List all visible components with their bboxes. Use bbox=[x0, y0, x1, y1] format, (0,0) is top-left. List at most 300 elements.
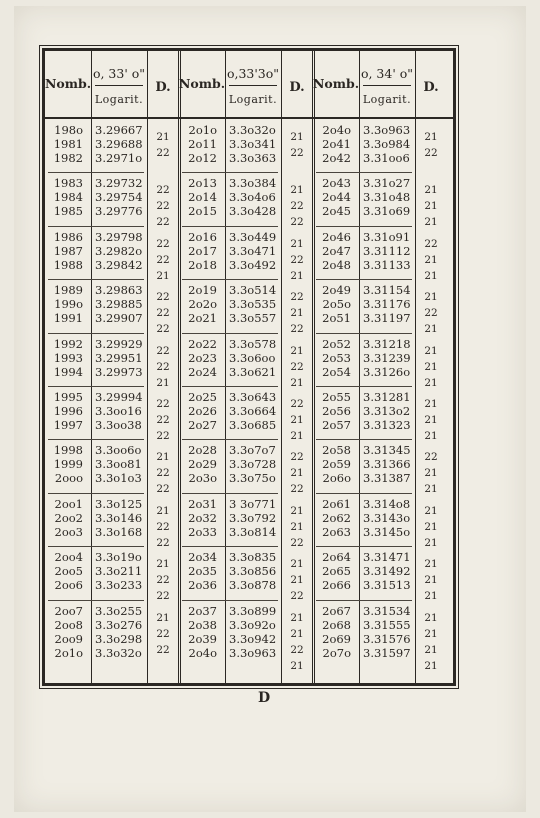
table-logarithm: 3.3o514 bbox=[229, 283, 277, 298]
table-difference: 22 bbox=[156, 253, 170, 266]
table-logarithm: 3.3o984 bbox=[363, 137, 411, 151]
table-difference: 21 bbox=[424, 344, 438, 357]
group-separator bbox=[48, 600, 144, 601]
table-number: 1991 bbox=[53, 311, 83, 326]
table-difference: 21 bbox=[424, 131, 438, 143]
table-number: 2o22 bbox=[188, 336, 217, 351]
group-separator bbox=[48, 493, 144, 494]
table-number: 2o46 bbox=[322, 229, 351, 244]
table-number: 2o38 bbox=[188, 617, 217, 632]
table-logarithm: 3 3o771 bbox=[229, 496, 277, 511]
table-difference: 21 bbox=[424, 467, 438, 480]
table-difference: 21 bbox=[290, 237, 304, 250]
table-difference: 22 bbox=[156, 574, 170, 587]
group-separator bbox=[48, 546, 144, 547]
table-number: 1982 bbox=[53, 151, 83, 165]
table-number: 2o36 bbox=[188, 578, 217, 593]
column-divider bbox=[415, 51, 416, 683]
table-number: 2o4o bbox=[188, 645, 217, 660]
table-difference: 22 bbox=[424, 147, 438, 159]
table-number: 2o49 bbox=[322, 283, 351, 298]
table-difference: 22 bbox=[156, 184, 170, 197]
table-header bbox=[45, 51, 453, 119]
table-logarithm: 3.3o6oo bbox=[229, 350, 276, 365]
table-difference: 22 bbox=[290, 483, 304, 496]
table-logarithm: 3.3o685 bbox=[229, 418, 277, 432]
group-separator bbox=[316, 386, 412, 387]
table-number: 2o67 bbox=[322, 603, 351, 618]
table-logarithm: 3.31133 bbox=[363, 257, 411, 272]
table-logarithm: 3.31597 bbox=[363, 645, 411, 660]
table-number: 2o66 bbox=[322, 578, 351, 593]
table-logarithm: 3.3o578 bbox=[229, 336, 277, 351]
table-difference: 21 bbox=[156, 131, 170, 143]
table-difference: 21 bbox=[290, 184, 304, 197]
table-number: 2o26 bbox=[188, 404, 217, 418]
table-number: 2o44 bbox=[322, 190, 351, 205]
table-logarithm: 3.31323 bbox=[363, 418, 411, 432]
table-difference: 22 bbox=[290, 360, 304, 373]
table-logarithm: 3.31471 bbox=[363, 550, 411, 565]
header-logarit: Logarit. bbox=[94, 93, 144, 106]
table-logarithm: 3.3o449 bbox=[229, 229, 277, 244]
table-difference: 22 bbox=[156, 467, 170, 480]
table-logarithm: 3.3o428 bbox=[229, 204, 277, 219]
table-difference: 21 bbox=[424, 376, 438, 389]
table-logarithm: 3.29994 bbox=[95, 390, 143, 404]
table-logarithm: 3.31oo6 bbox=[363, 151, 410, 165]
table-logarithm: 3.3143o bbox=[363, 510, 411, 525]
table-number: 2o5o bbox=[322, 297, 351, 312]
table-difference: 21 bbox=[290, 344, 304, 357]
table-difference: 21 bbox=[156, 269, 170, 282]
table-number: 1985 bbox=[53, 204, 83, 219]
table-number: 2o51 bbox=[322, 311, 351, 326]
table-logarithm: 3.31513 bbox=[363, 578, 411, 593]
table-difference: 21 bbox=[424, 414, 438, 426]
table-difference: 21 bbox=[424, 504, 438, 517]
group-separator bbox=[316, 493, 412, 494]
table-logarithm: 3.3o7o7 bbox=[229, 443, 276, 458]
table-difference: 21 bbox=[290, 558, 304, 571]
table-logarithm: 3.29885 bbox=[95, 297, 143, 312]
table-difference: 21 bbox=[290, 467, 304, 480]
table-number: 1992 bbox=[53, 336, 83, 351]
table-number: 2o21 bbox=[188, 311, 217, 326]
table-logarithm: 3.3o856 bbox=[229, 564, 277, 579]
table-number: 1988 bbox=[53, 257, 83, 272]
table-difference: 22 bbox=[290, 590, 304, 603]
group-separator bbox=[316, 333, 412, 334]
table-number: 2o24 bbox=[188, 364, 217, 379]
table-number: 2o12 bbox=[188, 151, 217, 165]
column-divider bbox=[147, 51, 148, 683]
table-logarithm: 3.2971o bbox=[95, 151, 143, 165]
table-difference: 21 bbox=[424, 643, 438, 656]
table-number: 2o19 bbox=[188, 283, 217, 298]
table-logarithm: 3.31197 bbox=[363, 311, 411, 326]
table-number: 2o64 bbox=[322, 550, 351, 565]
table-number: 2o4o bbox=[322, 123, 351, 137]
table-logarithm: 3.31112 bbox=[363, 243, 411, 258]
column-divider bbox=[281, 51, 282, 683]
table-difference: 21 bbox=[156, 504, 170, 517]
table-logarithm: 3.31o69 bbox=[363, 204, 411, 219]
table-logarithm: 3.3o298 bbox=[95, 631, 143, 646]
table-logarithm: 3.3o276 bbox=[95, 617, 143, 632]
table-number: 1999 bbox=[53, 457, 83, 472]
table-logarithm: 3.3o492 bbox=[229, 257, 277, 272]
table-difference: 22 bbox=[424, 451, 438, 464]
group-separator bbox=[182, 333, 278, 334]
table-difference: 21 bbox=[290, 627, 304, 640]
table-logarithm: 3.3o211 bbox=[95, 564, 143, 579]
group-separator bbox=[316, 226, 412, 227]
table-number: 2o18 bbox=[188, 257, 217, 272]
table-difference: 21 bbox=[424, 360, 438, 373]
table-difference: 22 bbox=[290, 451, 304, 464]
table-number: 2o15 bbox=[188, 204, 217, 219]
table-number: 2o7o bbox=[322, 645, 351, 660]
table-number: 2o52 bbox=[322, 336, 351, 351]
column-divider bbox=[359, 51, 360, 683]
table-difference: 22 bbox=[156, 216, 170, 229]
table-logarithm: 3.3o835 bbox=[229, 550, 277, 565]
table-number: 1998 bbox=[53, 443, 83, 458]
table-difference: 22 bbox=[156, 536, 170, 549]
group-separator bbox=[316, 546, 412, 547]
table-difference: 22 bbox=[424, 307, 438, 320]
table-logarithm: 3.3o899 bbox=[229, 603, 277, 618]
header-difference: D. bbox=[155, 80, 171, 95]
group-separator bbox=[182, 493, 278, 494]
table-number: 2oo4 bbox=[54, 550, 83, 565]
table-difference: 21 bbox=[424, 520, 438, 533]
table-number: 2o11 bbox=[188, 137, 217, 151]
table-number: 2o59 bbox=[322, 457, 351, 472]
table-number: 1989 bbox=[53, 283, 83, 298]
table-logarithm: 3.3o792 bbox=[229, 510, 277, 525]
table-logarithm: 3.3o363 bbox=[229, 151, 277, 165]
table-difference: 22 bbox=[290, 643, 304, 656]
table-difference: 21 bbox=[424, 323, 438, 336]
table-difference: 22 bbox=[156, 344, 170, 357]
table-difference: 21 bbox=[424, 269, 438, 282]
group-separator bbox=[182, 226, 278, 227]
table-number: 2o35 bbox=[188, 564, 217, 579]
header-underline bbox=[363, 85, 411, 86]
group-separator bbox=[316, 172, 412, 173]
table-difference: 22 bbox=[424, 237, 438, 250]
table-difference: 21 bbox=[290, 414, 304, 426]
table-difference: 21 bbox=[424, 590, 438, 603]
table-number: 2o37 bbox=[188, 603, 217, 618]
group-separator bbox=[182, 546, 278, 547]
table-logarithm: 3.3o963 bbox=[229, 645, 277, 660]
group-separator bbox=[48, 333, 144, 334]
table-number: 2oo1 bbox=[54, 496, 83, 511]
table-logarithm: 3.31o27 bbox=[363, 176, 411, 191]
table-number: 2o28 bbox=[188, 443, 217, 458]
table-difference: 21 bbox=[424, 558, 438, 571]
table-difference: 21 bbox=[424, 200, 438, 213]
table-number: 2o53 bbox=[322, 350, 351, 365]
table-number: 2o47 bbox=[322, 243, 351, 258]
table-difference: 22 bbox=[156, 520, 170, 533]
table-difference: 21 bbox=[290, 574, 304, 587]
table-logarithm: 3.29776 bbox=[95, 204, 143, 219]
table-number: 2o65 bbox=[322, 564, 351, 579]
table-difference: 22 bbox=[156, 483, 170, 496]
table-number: 2o6o bbox=[322, 471, 351, 486]
header-angle: o,33'3o" bbox=[226, 66, 280, 81]
table-logarithm: 3.3oo16 bbox=[95, 404, 142, 418]
table-number: 2o2o bbox=[188, 297, 217, 312]
table-number: 2o3o bbox=[188, 471, 217, 486]
table-difference: 22 bbox=[156, 200, 170, 213]
table-difference: 21 bbox=[424, 659, 438, 672]
header-difference: D. bbox=[289, 80, 305, 95]
table-number: 2o17 bbox=[188, 243, 217, 258]
header-angle: o, 34' o" bbox=[360, 66, 414, 81]
table-number: 2oo6 bbox=[54, 578, 83, 593]
table-number: 2o69 bbox=[322, 631, 351, 646]
header-logarit: Logarit. bbox=[228, 93, 278, 106]
table-logarithm: 3.31218 bbox=[363, 336, 411, 351]
table-logarithm: 3.29732 bbox=[95, 176, 143, 191]
table-logarithm: 3.3oo6o bbox=[95, 443, 142, 458]
table-number: 2oo9 bbox=[54, 631, 83, 646]
table-logarithm: 3.29951 bbox=[95, 350, 143, 365]
table-difference: 21 bbox=[424, 291, 438, 304]
table-logarithm: 3.3o32o bbox=[229, 123, 276, 137]
table-logarithm: 3.3o535 bbox=[229, 297, 277, 312]
table-difference: 22 bbox=[290, 536, 304, 549]
table-difference: 22 bbox=[156, 398, 170, 410]
table-logarithm: 3.314o8 bbox=[363, 496, 411, 511]
table-number: 1983 bbox=[53, 176, 83, 191]
table-logarithm: 3.31576 bbox=[363, 631, 411, 646]
table-difference: 21 bbox=[424, 253, 438, 266]
table-number: 1987 bbox=[53, 243, 83, 258]
table-number: 2o42 bbox=[322, 151, 351, 165]
table-logarithm: 3.3o341 bbox=[229, 137, 277, 151]
header-underline bbox=[95, 85, 143, 86]
table-number: 2o43 bbox=[322, 176, 351, 191]
table-difference: 21 bbox=[290, 504, 304, 517]
column-divider bbox=[91, 51, 92, 683]
table-difference: 21 bbox=[290, 659, 304, 672]
table-logarithm: 3.3o32o bbox=[95, 645, 142, 660]
table-number: 2o14 bbox=[188, 190, 217, 205]
table-logarithm: 3.3145o bbox=[363, 524, 411, 539]
table-logarithm: 3.29973 bbox=[95, 364, 143, 379]
table-number: 1981 bbox=[53, 137, 83, 151]
group-separator bbox=[316, 279, 412, 280]
table-logarithm: 3.31281 bbox=[363, 390, 411, 404]
table-logarithm: 3.3o168 bbox=[95, 524, 143, 539]
table-difference: 22 bbox=[156, 643, 170, 656]
table-number: 1996 bbox=[53, 404, 83, 418]
group-separator bbox=[48, 279, 144, 280]
table-logarithm: 3.3o255 bbox=[95, 603, 143, 618]
table-difference: 22 bbox=[290, 323, 304, 336]
group-separator bbox=[182, 386, 278, 387]
group-separator bbox=[182, 279, 278, 280]
table-logarithm: 3.3o963 bbox=[363, 123, 411, 137]
table-number: 2o63 bbox=[322, 524, 351, 539]
group-separator bbox=[316, 439, 412, 440]
table-logarithm: 3.3o125 bbox=[95, 496, 143, 511]
table-difference: 22 bbox=[290, 147, 304, 159]
table-number: 2o61 bbox=[322, 496, 351, 511]
table-logarithm: 3.3o4o6 bbox=[229, 190, 276, 205]
table-logarithm: 3.31239 bbox=[363, 350, 411, 365]
header-angle: o, 33' o" bbox=[92, 66, 146, 81]
table-logarithm: 3.3oo38 bbox=[95, 418, 142, 432]
table-number: 2o55 bbox=[322, 390, 351, 404]
table-number: 2o57 bbox=[322, 418, 351, 432]
table-number: 2o58 bbox=[322, 443, 351, 458]
table-number: 2oo5 bbox=[54, 564, 83, 579]
table-difference: 22 bbox=[290, 200, 304, 213]
table-logarithm: 3.31555 bbox=[363, 617, 411, 632]
group-separator bbox=[182, 600, 278, 601]
table-logarithm: 3.31534 bbox=[363, 603, 411, 618]
table-number: 2o33 bbox=[188, 524, 217, 539]
table-number: 2o23 bbox=[188, 350, 217, 365]
table-difference: 21 bbox=[424, 430, 438, 442]
table-difference: 21 bbox=[424, 536, 438, 549]
table-difference: 21 bbox=[424, 184, 438, 197]
table-difference: 22 bbox=[156, 360, 170, 373]
table-logarithm: 3.3o1o3 bbox=[95, 471, 142, 486]
table-logarithm: 3.29907 bbox=[95, 311, 143, 326]
table-number: 2o56 bbox=[322, 404, 351, 418]
table-number: 1986 bbox=[53, 229, 83, 244]
table-logarithm: 3.3o942 bbox=[229, 631, 277, 646]
header-nomb: Nomb. bbox=[45, 76, 92, 91]
table-number: 2o16 bbox=[188, 229, 217, 244]
table-difference: 21 bbox=[156, 611, 170, 624]
table-number: 2oo7 bbox=[54, 603, 83, 618]
table-logarithm: 3.3o75o bbox=[229, 471, 276, 486]
table-logarithm: 3.3o19o bbox=[95, 550, 142, 565]
table-difference: 22 bbox=[290, 291, 304, 304]
table-difference: 21 bbox=[156, 558, 170, 571]
table-number: 2o34 bbox=[188, 550, 217, 565]
table-logarithm: 3.3o471 bbox=[229, 243, 277, 258]
table-difference: 21 bbox=[156, 451, 170, 464]
table-number: 1984 bbox=[53, 190, 83, 205]
table-logarithm: 3.29863 bbox=[95, 283, 143, 298]
table-difference: 21 bbox=[424, 574, 438, 587]
table-logarithm: 3.29929 bbox=[95, 336, 143, 351]
table-difference: 21 bbox=[290, 611, 304, 624]
table-logarithm: 3.29754 bbox=[95, 190, 143, 205]
table-number: 2oo3 bbox=[54, 524, 83, 539]
table-number: 1994 bbox=[53, 364, 83, 379]
table-difference: 22 bbox=[290, 253, 304, 266]
book-page bbox=[14, 6, 526, 812]
table-number: 2o48 bbox=[322, 257, 351, 272]
group-separator bbox=[48, 439, 144, 440]
table-difference: 21 bbox=[290, 131, 304, 143]
table-number: 198o bbox=[54, 123, 83, 137]
table-number: 2o45 bbox=[322, 204, 351, 219]
signature-mark: D bbox=[258, 690, 271, 706]
table-difference: 21 bbox=[424, 216, 438, 229]
header-logarit: Logarit. bbox=[362, 93, 412, 106]
table-difference: 22 bbox=[290, 398, 304, 410]
table-logarithm: 3.29688 bbox=[95, 137, 143, 151]
table-number: 2o29 bbox=[188, 457, 217, 472]
table-difference: 22 bbox=[156, 323, 170, 336]
table-difference: 22 bbox=[156, 590, 170, 603]
group-separator bbox=[48, 172, 144, 173]
table-number: 2o62 bbox=[322, 510, 351, 525]
table-logarithm: 3.29798 bbox=[95, 229, 143, 244]
table-logarithm: 3.29842 bbox=[95, 257, 143, 272]
header-nomb: Nomb. bbox=[313, 76, 360, 91]
table-logarithm: 3.31345 bbox=[363, 443, 411, 458]
table-logarithm: 3.3o384 bbox=[229, 176, 277, 191]
table-logarithm: 3.31154 bbox=[363, 283, 411, 298]
table-difference: 21 bbox=[290, 376, 304, 389]
table-number: 2o68 bbox=[322, 617, 351, 632]
table-number: 2o25 bbox=[188, 390, 217, 404]
group-separator bbox=[48, 226, 144, 227]
group-separator bbox=[182, 439, 278, 440]
table-difference: 22 bbox=[156, 430, 170, 442]
table-difference: 21 bbox=[424, 611, 438, 624]
table-logarithm: 3.3o557 bbox=[229, 311, 277, 326]
group-separator bbox=[48, 386, 144, 387]
header-underline bbox=[229, 85, 277, 86]
table-logarithm: 3.3o814 bbox=[229, 524, 277, 539]
table-logarithm: 3.2982o bbox=[95, 243, 143, 258]
table-logarithm: 3.3o92o bbox=[229, 617, 276, 632]
table-logarithm: 3.3o643 bbox=[229, 390, 277, 404]
table-logarithm: 3.31387 bbox=[363, 471, 411, 486]
group-separator bbox=[182, 172, 278, 173]
table-number: 2o41 bbox=[322, 137, 351, 151]
table-difference: 22 bbox=[156, 307, 170, 320]
table-logarithm: 3.31o91 bbox=[363, 229, 411, 244]
header-difference: D. bbox=[423, 80, 439, 95]
table-number: 2oo8 bbox=[54, 617, 83, 632]
table-logarithm: 3.3o146 bbox=[95, 510, 143, 525]
table-number: 2oo2 bbox=[54, 510, 83, 525]
table-difference: 21 bbox=[290, 430, 304, 442]
table-number: 2o1o bbox=[54, 645, 83, 660]
table-difference: 21 bbox=[424, 398, 438, 410]
table-number: 2o1o bbox=[188, 123, 217, 137]
table-logarithm: 3.31176 bbox=[363, 297, 411, 312]
table-difference: 21 bbox=[290, 269, 304, 282]
table-number: 1997 bbox=[53, 418, 83, 432]
table-logarithm: 3.3126o bbox=[363, 364, 411, 379]
table-difference: 21 bbox=[156, 376, 170, 389]
table-difference: 22 bbox=[156, 237, 170, 250]
column-divider bbox=[225, 51, 226, 683]
table-difference: 22 bbox=[156, 291, 170, 304]
table-logarithm: 3.31492 bbox=[363, 564, 411, 579]
table-number: 2o27 bbox=[188, 418, 217, 432]
table-logarithm: 3.313o2 bbox=[363, 404, 411, 418]
table-logarithm: 3.3o728 bbox=[229, 457, 277, 472]
logarithm-table bbox=[42, 48, 456, 686]
